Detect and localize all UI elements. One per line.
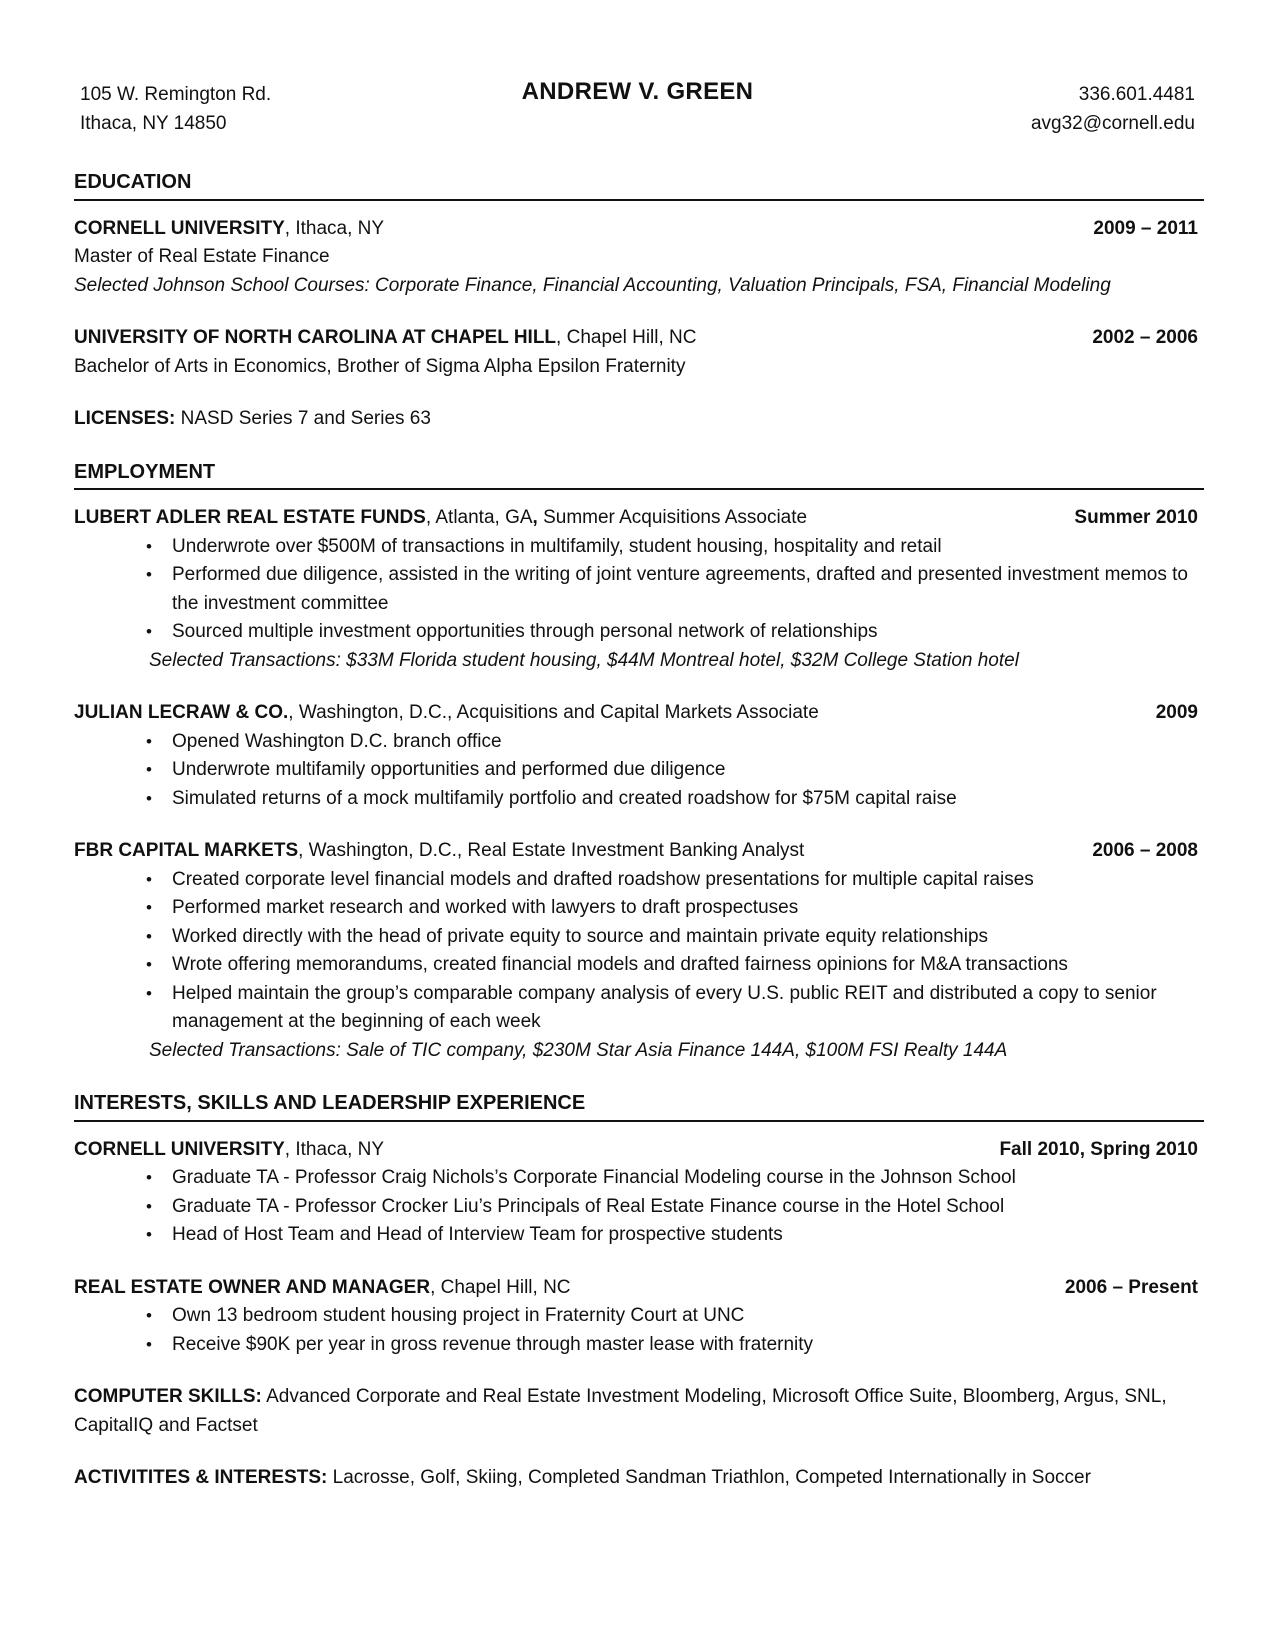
org-location: , Chapel Hill, NC xyxy=(430,1276,571,1298)
list-item: • Opened Washington D.C. branch office xyxy=(172,728,1204,757)
org-name: CORNELL UNIVERSITY xyxy=(74,1138,285,1160)
list-item: • Sourced multiple investment opportunities through personal network of relationships xyxy=(172,618,1204,647)
entry-date: 2002 – 2006 xyxy=(1092,327,1198,348)
org-name: JULIAN LECRAW & CO. xyxy=(74,702,289,723)
computer-skills xyxy=(74,1383,1204,1440)
selected-courses: Selected Johnson School Courses: Corporate Finance, Financial Accounting, Valuation Principals, FSA, Financial Modeling xyxy=(74,274,1111,296)
org-name: LUBERT ADLER REAL ESTATE FUNDS xyxy=(74,507,426,528)
entry-date: Summer 2010 xyxy=(1074,507,1198,528)
selected-transactions: Selected Transactions: $33M Florida student housing, $44M Montreal hotel, $32M College Station hotel xyxy=(149,649,1019,671)
list-item: • Underwrote multifamily opportunities and performed due diligence xyxy=(172,756,1204,785)
list-item: • Head of Host Team and Head of Interview Team for prospective students xyxy=(172,1221,1204,1250)
list-item: • Performed due diligence, assisted in the writing of joint venture agreements, drafted and presented investment memos to the investment committee xyxy=(172,561,1204,618)
education-entry-unc xyxy=(74,324,1204,381)
activities-label: ACTIVITITES & INTERESTS: xyxy=(74,1467,328,1488)
licenses-label: LICENSES: xyxy=(74,408,176,429)
contact-block xyxy=(1031,80,1195,138)
employment-entry-lubert-adler xyxy=(74,504,1204,675)
entry-date: 2006 – Present xyxy=(1064,1276,1198,1298)
role-title: Summer Acquisitions Associate xyxy=(537,507,808,528)
separator-comma: , xyxy=(532,507,538,528)
education-heading: EDUCATION xyxy=(74,168,1204,201)
list-item: • Simulated returns of a mock multifamily portfolio and created roadshow for $75M capital raise xyxy=(172,785,1204,814)
email-address: avg32@cornell.edu xyxy=(1030,113,1195,134)
list-item: • Receive $90K per year in gross revenue through master lease with fraternity xyxy=(172,1331,1204,1360)
org-location: , Atlanta, GA xyxy=(425,507,533,528)
computer-skills-label: COMPUTER SKILLS: xyxy=(74,1386,262,1407)
licenses-value: NASD Series 7 and Series 63 xyxy=(175,408,431,429)
bullet-list xyxy=(74,728,1204,814)
list-item: • Performed market research and worked with lawyers to draft prospectuses xyxy=(172,894,1204,923)
entry-date: 2006 – 2008 xyxy=(1092,840,1198,861)
bullet-list xyxy=(74,533,1204,647)
interests-heading: INTERESTS, SKILLS AND LEADERSHIP EXPERIENCE xyxy=(74,1089,1204,1122)
activities-interests xyxy=(74,1464,1204,1493)
selected-transactions: Selected Transactions: Sale of TIC company, $230M Star Asia Finance 144A, $100M FSI Realty 144A xyxy=(149,1039,1008,1061)
education-entry-cornell xyxy=(74,215,1204,301)
entry-date: 2009 xyxy=(1155,702,1198,723)
list-item: • Graduate TA - Professor Crocker Liu’s Principals of Real Estate Finance course in the Hotel School xyxy=(172,1193,1204,1222)
computer-skills-value: Advanced Corporate and Real Estate Investment Modeling, Microsoft Office Suite, Bloomberg, Argus, SNL, CapitalIQ and Factset xyxy=(74,1386,1167,1436)
leadership-entry-cornell xyxy=(74,1136,1204,1250)
degree: Bachelor of Arts in Economics, Brother of Sigma Alpha Epsilon Fraternity xyxy=(74,355,686,377)
org-location: , Chapel Hill, NC xyxy=(556,327,697,348)
address-line-1: 105 W. Remington Rd. xyxy=(80,84,272,105)
list-item: • Own 13 bedroom student housing project in Fraternity Court at UNC xyxy=(172,1302,1204,1331)
entry-date: Fall 2010, Spring 2010 xyxy=(999,1138,1198,1160)
degree: Master of Real Estate Finance xyxy=(74,246,330,267)
employment-entry-julian-lecraw xyxy=(74,699,1204,813)
bullet-list xyxy=(74,1164,1204,1250)
candidate-name: ANDREW V. GREEN xyxy=(521,78,754,105)
list-item: • Worked directly with the head of private equity to source and maintain private equity relationships xyxy=(172,923,1204,952)
list-item: • Graduate TA - Professor Craig Nichols’s Corporate Financial Modeling course in the Johnson School xyxy=(172,1164,1204,1193)
org-name: REAL ESTATE OWNER AND MANAGER xyxy=(74,1276,431,1298)
employment-entry-fbr xyxy=(74,837,1204,1065)
address-line-2: Ithaca, NY 14850 xyxy=(80,113,227,134)
list-item: • Created corporate level financial models and drafted roadshow presentations for multiple capital raises xyxy=(172,866,1204,895)
org-location: , Washington, D.C., Real Estate Investment Banking Analyst xyxy=(298,840,805,861)
leadership-entry-real-estate-owner xyxy=(74,1274,1204,1360)
org-name: FBR CAPITAL MARKETS xyxy=(74,840,299,861)
bullet-list xyxy=(74,866,1204,1037)
activities-value: Lacrosse, Golf, Skiing, Completed Sandman Triathlon, Competed Internationally in Soccer xyxy=(327,1467,1091,1488)
employment-heading: EMPLOYMENT xyxy=(74,458,1204,491)
resume-body xyxy=(74,168,1204,1517)
entry-date: 2009 – 2011 xyxy=(1093,217,1198,239)
list-item: • Wrote offering memorandums, created financial models and drafted fairness opinions for M&A transactions xyxy=(172,951,1204,980)
licenses xyxy=(74,405,1204,434)
org-location: , Ithaca, NY xyxy=(284,217,385,239)
org-location: , Washington, D.C., Acquisitions and Capital Markets Associate xyxy=(288,702,819,723)
phone-number: 336.601.4481 xyxy=(1078,84,1195,105)
list-item: • Underwrote over $500M of transactions in multifamily, student housing, hospitality and retail xyxy=(172,533,1204,562)
org-location: , Ithaca, NY xyxy=(284,1138,385,1160)
bullet-list xyxy=(74,1302,1204,1359)
org-name: CORNELL UNIVERSITY xyxy=(74,217,285,239)
list-item: • Helped maintain the group’s comparable company analysis of every U.S. public REIT and distributed a copy to senior management at the beginning of each week xyxy=(172,980,1204,1037)
org-name: UNIVERSITY OF NORTH CAROLINA AT CHAPEL HILL xyxy=(74,327,557,348)
